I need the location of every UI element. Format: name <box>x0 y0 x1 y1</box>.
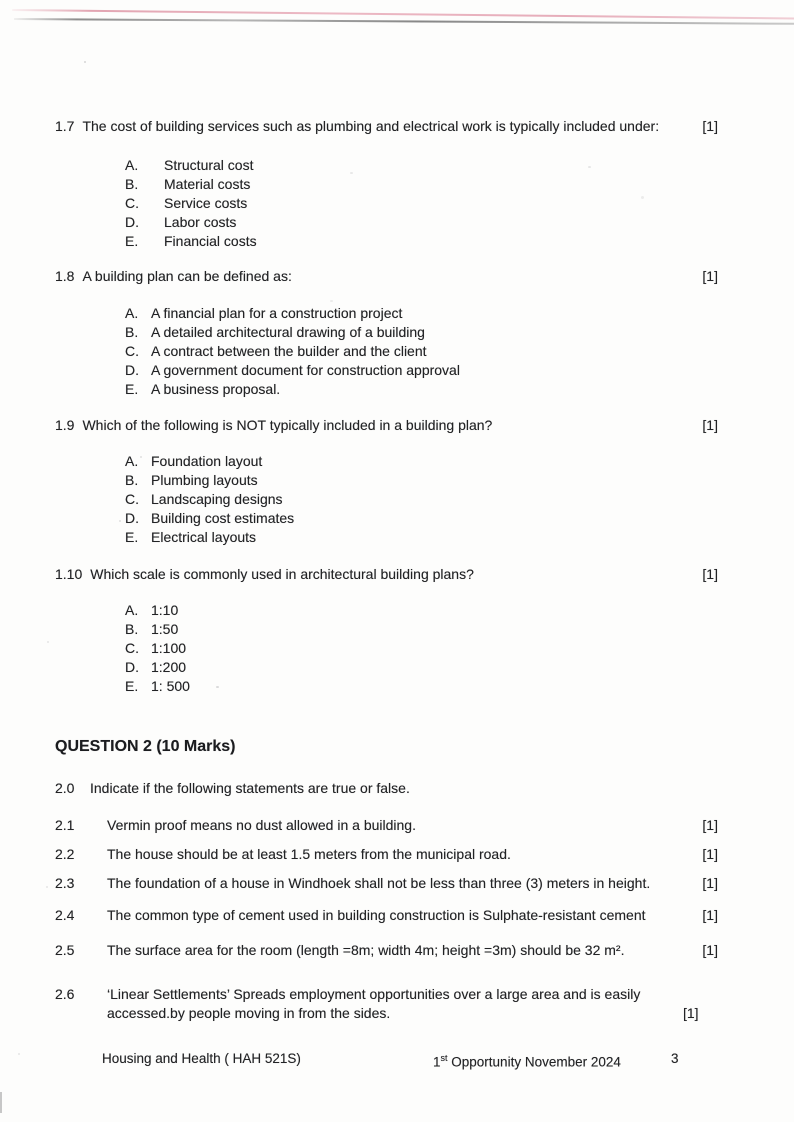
option-row <box>125 156 718 175</box>
scan-speck <box>46 886 48 888</box>
marks-badge: [1] <box>702 268 718 284</box>
statement-number: 2.4 <box>55 907 75 923</box>
statement-line-1: ‘Linear Settlements’ Spreads employment opportunities over a large area and is easily <box>107 986 641 1002</box>
option-row <box>125 194 718 213</box>
option-row <box>125 471 718 490</box>
option-text: A contract between the builder and the client <box>151 343 427 359</box>
option-letter: C. <box>125 195 139 211</box>
option-row <box>125 213 718 232</box>
option-row <box>125 452 718 471</box>
option-letter: E. <box>125 529 139 545</box>
statement-text: The house should be at least 1.5 meters from the municipal road. <box>107 846 511 862</box>
option-row <box>125 304 718 323</box>
footer-session-text: Opportunity November 2024 <box>447 1054 621 1070</box>
option-text: Foundation layout <box>151 453 263 469</box>
option-text: 1: 500 <box>151 678 190 694</box>
statement-number: 2.1 <box>55 817 75 833</box>
statement-number: 2.2 <box>55 846 75 862</box>
option-letter: D. <box>125 659 139 675</box>
statement-text: Vermin proof means no dust allowed in a building. <box>107 817 416 833</box>
option-letter: B. <box>125 472 139 488</box>
option-row <box>125 175 718 194</box>
marks-badge: [1] <box>702 875 718 891</box>
statement-text <box>107 985 673 1023</box>
question-row <box>55 267 718 286</box>
option-text: A business proposal. <box>151 381 281 397</box>
marks-badge: [1] <box>702 846 718 862</box>
options-list <box>125 304 718 399</box>
statement-2-0 <box>55 779 718 798</box>
marks-badge: [1] <box>702 942 718 958</box>
option-row <box>125 509 718 528</box>
question-text: A building plan can be defined as: <box>82 268 292 284</box>
option-row <box>125 658 718 677</box>
footer-session-superscript: st <box>440 1053 448 1063</box>
question-number: 1.9 <box>55 417 75 433</box>
option-letter: D. <box>125 510 139 526</box>
marks-badge: [1] <box>702 417 718 433</box>
statement-number: 2.6 <box>55 986 75 1002</box>
option-row <box>125 639 718 658</box>
scan-speck <box>18 1053 20 1055</box>
statement-2-4 <box>55 906 718 925</box>
option-letter: B. <box>125 324 139 340</box>
option-row <box>125 342 718 361</box>
option-text: 1:100 <box>151 640 187 656</box>
statement-number: 2.0 <box>55 780 75 796</box>
question-row <box>55 416 718 435</box>
question-text: Which scale is commonly used in architectural building plans? <box>90 566 474 582</box>
question-1-9 <box>55 416 718 547</box>
scan-speck <box>47 641 49 643</box>
marks-badge: [1] <box>683 1005 699 1021</box>
footer-session <box>433 1049 621 1072</box>
statement-2-2 <box>55 845 718 864</box>
option-letter: D. <box>125 214 139 230</box>
option-letter: E. <box>125 233 139 249</box>
scan-artifact-line-gray <box>14 18 794 24</box>
option-letter: E. <box>125 381 139 397</box>
option-text: Landscaping designs <box>151 491 283 507</box>
statement-text: The surface area for the room (length =8m; width 4m; height =3m) should be 32 m². <box>107 942 625 958</box>
statement-2-1 <box>55 816 718 835</box>
statement-2-3 <box>55 874 718 893</box>
option-row <box>125 232 718 251</box>
footer-course-title: Housing and Health ( HAH 521S) <box>102 1051 301 1066</box>
question-1-7 <box>55 117 718 251</box>
option-letter: A. <box>125 602 139 618</box>
option-row <box>125 601 718 620</box>
statement-number: 2.3 <box>55 875 75 891</box>
page-footer <box>55 1049 718 1069</box>
option-text: 1:10 <box>151 602 179 618</box>
option-letter: C. <box>125 343 139 359</box>
question-text: Which of the following is NOT typically included in a building plan? <box>82 417 493 433</box>
question-number: 1.10 <box>55 566 83 582</box>
option-letter: C. <box>125 640 139 656</box>
option-text: Labor costs <box>164 214 237 230</box>
statement-2-6 <box>55 985 718 1023</box>
footer-page-number: 3 <box>671 1051 679 1066</box>
statement-text: The foundation of a house in Windhoek shall not be less than three (3) meters in height. <box>107 875 651 891</box>
option-text: Plumbing layouts <box>151 472 258 488</box>
option-row <box>125 677 718 696</box>
footer-session-number: 1 <box>433 1054 441 1070</box>
question-text: The cost of building services such as plumbing and electrical work is typically included under: <box>82 118 660 134</box>
option-text: Structural cost <box>164 157 254 173</box>
marks-badge: [1] <box>702 907 718 923</box>
option-text: Building cost estimates <box>151 510 295 526</box>
option-text: 1:200 <box>151 659 187 675</box>
option-text: A financial plan for a construction project <box>151 305 403 321</box>
question-row <box>55 565 718 584</box>
option-text: Material costs <box>164 176 251 192</box>
question-number: 1.7 <box>55 118 75 134</box>
option-text: Service costs <box>164 195 248 211</box>
statement-text: The common type of cement used in building construction is Sulphate-resistant cement <box>107 907 646 923</box>
marks-badge: [1] <box>702 118 718 134</box>
statement-2-5 <box>55 941 718 960</box>
option-text: Financial costs <box>164 233 257 249</box>
options-list <box>125 156 718 251</box>
option-row <box>125 620 718 639</box>
section-2-heading: QUESTION 2 (10 Marks) <box>55 738 236 755</box>
option-letter: A. <box>125 157 139 173</box>
options-list <box>125 452 718 547</box>
option-letter: E. <box>125 678 139 694</box>
option-letter: A. <box>125 453 139 469</box>
page-content <box>55 117 718 1023</box>
option-row <box>125 380 718 399</box>
question-row <box>55 117 718 136</box>
option-letter: A. <box>125 305 139 321</box>
scan-artifact-left-edge <box>0 1092 2 1113</box>
option-row <box>125 361 718 380</box>
question-1-10 <box>55 565 718 696</box>
option-row <box>125 528 718 547</box>
option-text: 1:50 <box>151 621 179 637</box>
question-number: 1.8 <box>55 268 75 284</box>
marks-badge: [1] <box>702 817 718 833</box>
option-text: Electrical layouts <box>151 529 257 545</box>
scan-speck <box>84 61 86 63</box>
option-letter: B. <box>125 621 139 637</box>
options-list <box>125 601 718 696</box>
statement-line-2: accessed.by people moving in from the sides. <box>107 1005 391 1021</box>
statement-text: Indicate if the following statements are true or false. <box>90 780 410 796</box>
question-1-8 <box>55 267 718 399</box>
option-text: A government document for construction approval <box>151 362 460 378</box>
option-row <box>125 490 718 509</box>
option-letter: B. <box>125 176 139 192</box>
marks-badge: [1] <box>702 566 718 582</box>
option-row <box>125 323 718 342</box>
option-letter: C. <box>125 491 139 507</box>
option-letter: D. <box>125 362 139 378</box>
statement-number: 2.5 <box>55 942 75 958</box>
option-text: A detailed architectural drawing of a building <box>151 324 425 340</box>
